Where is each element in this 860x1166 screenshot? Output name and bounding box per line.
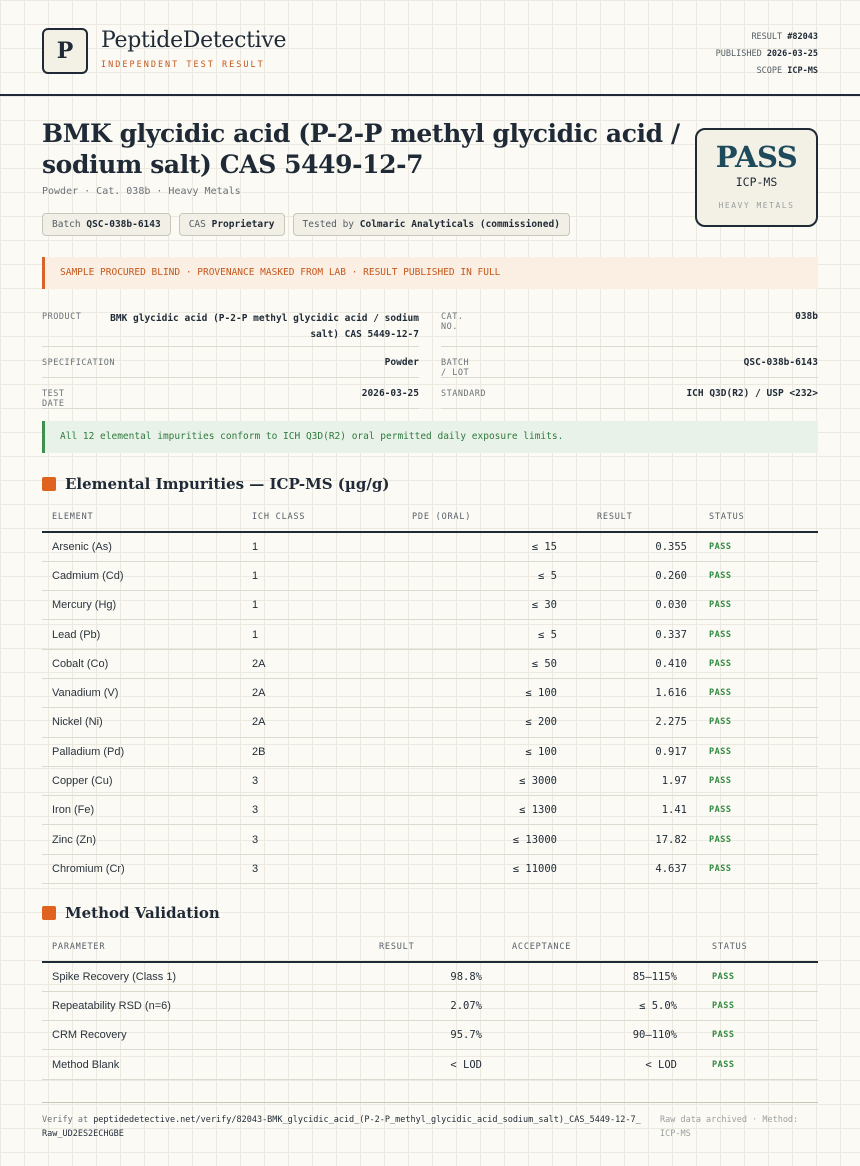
page-title [42,118,682,180]
pde-cell: ≤ 50 [402,649,567,678]
result-cell: 0.337 [567,620,697,649]
status-cell: PASS [697,620,818,649]
class-cell: 1 [242,620,402,649]
element-cell: Chromium (Cr) [42,854,242,883]
pde-cell: ≤ 5 [402,620,567,649]
page-subtitle: Powder · Cat. 038b · Heavy Metals [42,186,241,197]
col-parameter: PARAMETER [42,932,252,962]
class-cell: 1 [242,591,402,620]
element-cell: Iron (Fe) [42,796,242,825]
stamp-method: ICP-MS [735,175,778,189]
result-cell: 1.41 [567,796,697,825]
provenance-banner: SAMPLE PROCURED BLIND · PROVENANCE MASKED FROM LAB · RESULT PUBLISHED IN FULL [42,257,818,289]
val-status-cell: PASS [687,991,818,1020]
spec-label: SPECIFICATION [42,358,116,368]
result-cell: 0.917 [567,737,697,766]
col-class: ICH CLASS [242,502,402,532]
pass-stamp [695,128,818,227]
acceptance-cell: 90–110% [492,1021,687,1050]
element-cell: Cobalt (Co) [42,649,242,678]
class-cell: 1 [242,561,402,590]
status-cell: PASS [697,766,818,795]
status-cell: PASS [697,854,818,883]
table-row [42,991,818,1020]
element-cell: Palladium (Pd) [42,737,242,766]
class-cell: 2B [242,737,402,766]
col-val-result: RESULT [252,932,492,962]
table-row [42,649,818,678]
table-row [42,825,818,854]
logo-icon: P [42,28,88,74]
col-val-status: STATUS [687,932,818,962]
status-cell: PASS [697,796,818,825]
acceptance-cell: < LOD [492,1050,687,1079]
title-line-1: BMK glycidic acid (P-2-P methyl glycidic acid / [42,119,680,148]
status-cell: PASS [697,737,818,766]
val-result-cell: < LOD [252,1050,492,1079]
acceptance-cell: 85–115% [492,962,687,991]
result-cell: 4.637 [567,854,697,883]
spec-value: Powder [384,357,419,368]
verify-link[interactable]: peptidedetective.net/verify/82043-BMK_glycidic_acid_(P-2-P_methyl_glycidic_acid_sodium_salt)_CAS_5449-12-7_Raw_UD2ES2ECHGBE [42,1115,641,1139]
parameter-cell: CRM Recovery [42,1021,252,1050]
table-row [42,766,818,795]
element-cell: Lead (Pb) [42,620,242,649]
element-cell: Zinc (Zn) [42,825,242,854]
val-status-cell: PASS [687,1021,818,1050]
pde-cell: ≤ 15 [402,532,567,561]
section-marker-icon [42,906,56,920]
cas-chip: CAS Proprietary [179,213,285,236]
table-row [42,854,818,883]
pde-cell: ≤ 5 [402,561,567,590]
pde-cell: ≤ 100 [402,678,567,707]
element-cell: Copper (Cu) [42,766,242,795]
impurities-table [42,502,818,884]
val-result-cell: 2.07% [252,991,492,1020]
col-element: ELEMENT [42,502,242,532]
result-cell: 0.260 [567,561,697,590]
brand-name: PeptideDetective [101,28,287,53]
pde-cell: ≤ 13000 [402,825,567,854]
table-row [42,678,818,707]
status-cell: PASS [697,591,818,620]
result-cell: 0.355 [567,532,697,561]
acceptance-cell: ≤ 5.0% [492,991,687,1020]
result-cell: 1.97 [567,766,697,795]
date-label: TEST DATE [42,389,65,409]
pde-cell: ≤ 30 [402,591,567,620]
batch-label: BATCH / LOT [441,358,470,378]
catno-value: 038b [795,311,818,322]
impurities-heading: Elemental Impurities — ICP-MS (µg/g) [42,475,389,493]
product-label: PRODUCT [42,312,82,322]
stamp-scope: HEAVY METALS [718,201,795,210]
section-marker-icon [42,477,56,491]
val-status-cell: PASS [687,1050,818,1079]
validation-table [42,932,818,1080]
pde-cell: ≤ 200 [402,708,567,737]
col-status: STATUS [697,502,818,532]
meta-published: PUBLISHED 2026-03-25 [715,49,818,59]
val-status-cell: PASS [687,962,818,991]
status-cell: PASS [697,678,818,707]
col-result: RESULT [567,502,697,532]
table-row [42,796,818,825]
parameter-cell: Spike Recovery (Class 1) [42,962,252,991]
validation-heading: Method Validation [42,904,220,922]
element-cell: Nickel (Ni) [42,708,242,737]
class-cell: 3 [242,825,402,854]
table-row [42,962,818,991]
val-result-cell: 98.8% [252,962,492,991]
parameter-cell: Repeatability RSD (n=6) [42,991,252,1020]
pde-cell: ≤ 3000 [402,766,567,795]
result-cell: 17.82 [567,825,697,854]
status-cell: PASS [697,825,818,854]
result-cell: 0.410 [567,649,697,678]
class-cell: 1 [242,532,402,561]
table-row [42,561,818,590]
element-cell: Mercury (Hg) [42,591,242,620]
parameter-cell: Method Blank [42,1050,252,1079]
class-cell: 3 [242,796,402,825]
class-cell: 2A [242,649,402,678]
class-cell: 2A [242,678,402,707]
meta-scope: SCOPE ICP-MS [756,66,818,76]
table-row [42,532,818,561]
table-row [42,591,818,620]
validation-header-row [42,932,818,962]
col-acceptance: ACCEPTANCE [492,932,687,962]
result-cell: 0.030 [567,591,697,620]
title-line-2: sodium salt) CAS 5449-12-7 [42,150,424,179]
impurities-header-row [42,502,818,532]
product-value: BMK glycidic acid (P-2-P methyl glycidic acid / sodium salt) CAS 5449-12-7 [110,313,419,340]
pde-cell: ≤ 11000 [402,854,567,883]
meta-result: RESULT #82043 [751,32,818,42]
pde-cell: ≤ 1300 [402,796,567,825]
status-cell: PASS [697,708,818,737]
pde-cell: ≤ 100 [402,737,567,766]
archive-note: Raw data archived · Method: ICP-MS [660,1115,799,1139]
col-pde: PDE (ORAL) [402,502,567,532]
table-row [42,737,818,766]
report-meta [716,29,818,80]
tested-by-chip: Tested by Colmaric Analyticals (commissioned) [293,213,570,236]
conformance-banner: All 12 elemental impurities conform to ICH Q3D(R2) oral permitted daily exposure limits. [42,421,818,453]
verify-footer: Verify at peptidedetective.net/verify/82043-BMK_glycidic_acid_(P-2-P_methyl_glycidic_acid_sodium_salt)_CAS_5449-12-7_Raw_UD2ES2ECHGBE [42,1115,641,1139]
stamp-verdict: PASS [715,140,798,174]
status-cell: PASS [697,532,818,561]
brand-subtitle: INDEPENDENT TEST RESULT [101,60,265,70]
result-cell: 1.616 [567,678,697,707]
table-row [42,1050,818,1079]
element-cell: Arsenic (As) [42,532,242,561]
batch-chip: Batch QSC-038b-6143 [42,213,171,236]
catno-label: CAT. NO. [441,312,464,332]
status-cell: PASS [697,561,818,590]
chip-row [42,213,570,236]
table-row [42,708,818,737]
batch-value: QSC-038b-6143 [743,357,818,368]
element-cell: Cadmium (Cd) [42,561,242,590]
result-cell: 2.275 [567,708,697,737]
val-result-cell: 95.7% [252,1021,492,1050]
table-row [42,1021,818,1050]
table-row [42,620,818,649]
element-cell: Vanadium (V) [42,678,242,707]
status-cell: PASS [697,649,818,678]
class-cell: 2A [242,708,402,737]
report-header [0,0,860,96]
standard-label: STANDARD [441,389,486,399]
date-value: 2026-03-25 [361,388,419,399]
class-cell: 3 [242,766,402,795]
class-cell: 3 [242,854,402,883]
standard-value: ICH Q3D(R2) / USP <232> [686,388,818,399]
